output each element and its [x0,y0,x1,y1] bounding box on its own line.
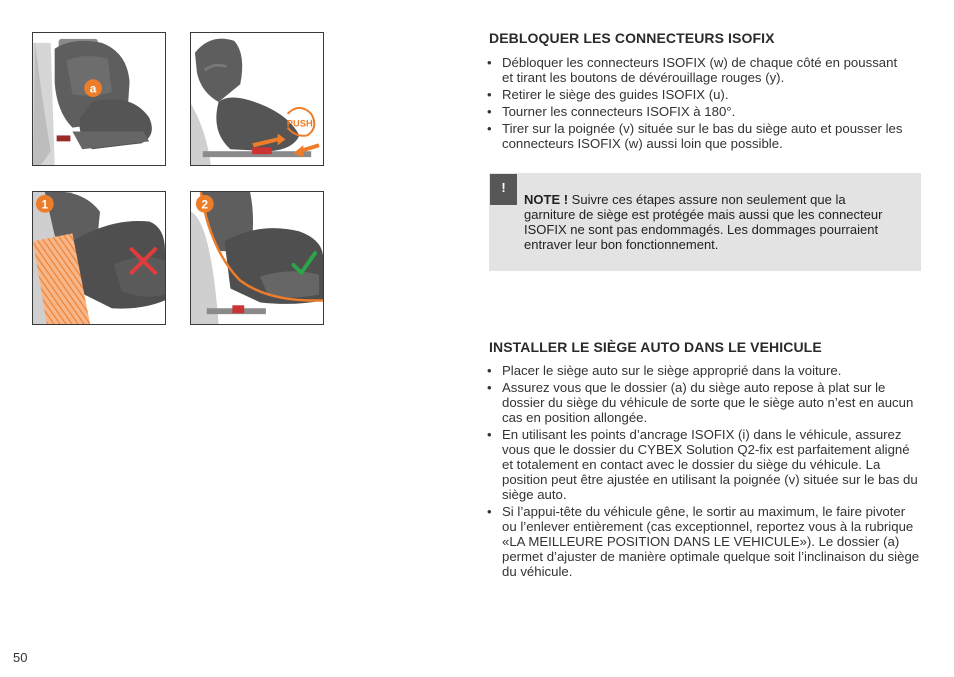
unlock-isofix-steps [486,55,906,153]
list-item: • Débloquer les connecteurs ISOFIX (w) de chaque côté en poussant et tirant les boutons de dévérouillage rouges (y). [486,55,906,85]
figure-incorrect-position [32,191,166,325]
list-item: • Tirer sur la poignée (v) située sur le bas du siège auto et pousser les connecteurs ISOFIX (w) aussi loin que possible. [486,121,906,151]
figure-seat-backrest [32,32,166,166]
list-item: • Placer le siège auto sur le siège approprié dans la voiture. [486,363,922,378]
figure-label-2: 2 [201,197,209,212]
note-label: NOTE ! [524,192,569,207]
figure-correct-position [190,191,324,325]
install-seat-steps [486,363,922,581]
list-item: • Retirer le siège des guides ISOFIX (u). [486,87,906,102]
note-text [524,192,886,252]
push-label: PUSH! [286,118,316,129]
list-item: • Assurez vous que le dossier (a) du siège auto repose à plat sur le dossier du siège du véhicule de sorte que le siège auto n’est en aucun cas en position allongée. [486,380,922,425]
figure-label-a: a [89,81,97,96]
note-body: Suivre ces étapes assure non seulement que la garniture de siège est protégée mais aussi que les connecteur ISOFIX ne sont pas endommagés. Les dommages pourraient entraver leur bon fonctionnement. [524,192,883,252]
note-exclamation-icon: ! [490,174,517,205]
list-item: • Tourner les connecteurs ISOFIX à 180°. [486,104,906,119]
figure-push-connectors [190,32,324,166]
list-item: • En utilisant les points d’ancrage ISOFIX (i) dans le véhicule, assurez vous que le dossier du CYBEX Solution Q2-fix est parfaitement aligné et totalement en contact avec le dossier du siège du véhicule. La position peut être ajustée en utilisant la poignée (v) située sur le bas du siège auto. [486,427,922,502]
section-title-install-seat: INSTALLER LE SIÈGE AUTO DANS LE VEHICULE [489,339,822,355]
section-title-unlock-isofix: DEBLOQUER LES CONNECTEURS ISOFIX [489,30,775,46]
figure-label-1: 1 [41,197,49,212]
page-number: 50 [13,650,28,665]
list-item: • Si l’appui-tête du véhicule gêne, le sortir au maximum, le faire pivoter ou l’enlever entièrement (cas exceptionnel, reportez vous à la rubrique «LA MEILLEURE POSITION DANS LE VEHICULE»). Le dossier (a) permet d’ajuster de manière optimale quelque soit l’inclinaison du siège du véhicule. [486,504,922,579]
